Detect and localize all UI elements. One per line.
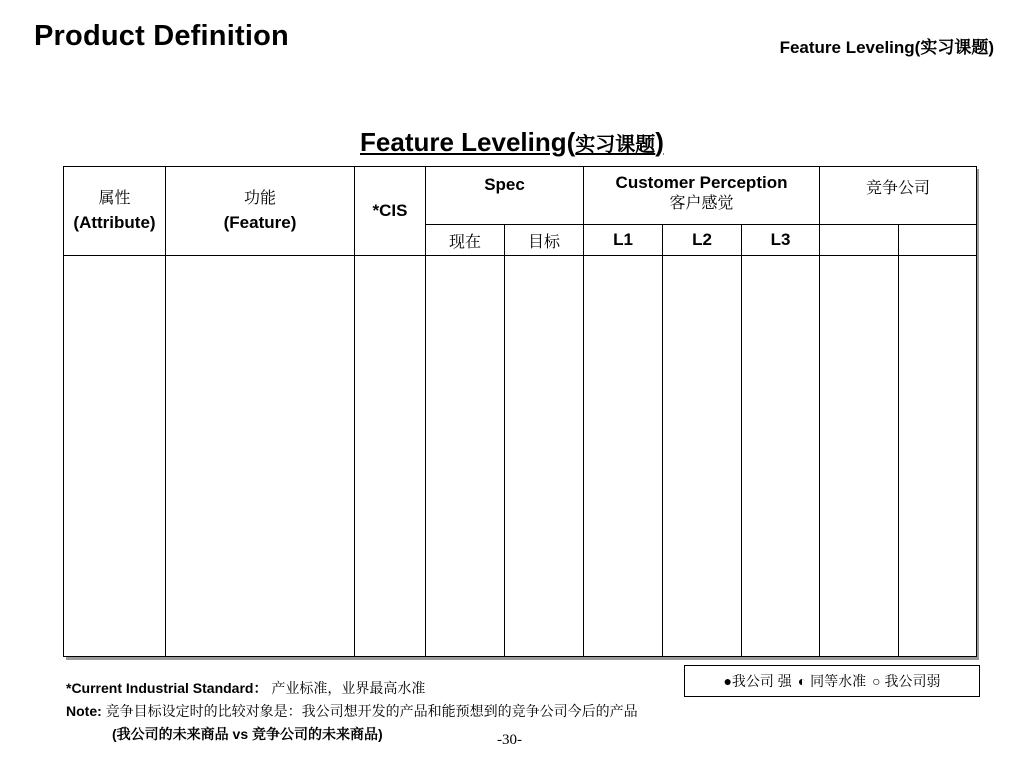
cis-cell[interactable] (355, 256, 426, 657)
table-title-prefix: Feature Leveling( (360, 127, 576, 157)
spec-target-cell[interactable] (505, 256, 584, 657)
spec-current-header (426, 225, 505, 256)
comparison-note (66, 700, 638, 723)
feature-header (166, 167, 355, 256)
attribute-header (64, 167, 166, 256)
attribute-cell[interactable] (64, 256, 166, 657)
feature-leveling-table (63, 166, 977, 657)
competitor-col-1-header (820, 225, 899, 256)
spec-header: Spec (426, 167, 584, 225)
comparison-note-line2: (我公司的未来商品 vs 竞争公司的未来商品) (112, 726, 383, 742)
cis-note-label: *Current Industrial Standard： (66, 680, 268, 696)
page-title: Product Definition (34, 20, 289, 52)
legend-strong: ●我公司 强 (723, 673, 792, 689)
table-title (0, 127, 1024, 158)
feature-header-cn: 功能 (243, 190, 276, 207)
header-subtitle: Feature Leveling(实习课题) (779, 38, 994, 57)
attribute-header-cn: 属性 (98, 190, 131, 207)
level-3-cell[interactable] (742, 256, 820, 657)
header-row-1 (64, 167, 977, 225)
level-2-header: L2 (663, 225, 742, 256)
cis-note-text: 产业标准，业界最高水准 (271, 680, 426, 696)
legend-weak: ○ 我公司弱 (872, 673, 941, 689)
feature-leveling-table-wrap (63, 166, 976, 657)
competitor-1-cell[interactable] (820, 256, 899, 657)
spec-current-text: 现在 (448, 233, 481, 251)
cis-note (66, 677, 638, 700)
customer-perception-cn: 客户感觉 (669, 195, 734, 212)
spec-target-header (505, 225, 584, 256)
table-title-cjk: 实习课题 (575, 134, 656, 156)
legend-box (684, 665, 980, 697)
table-title-suffix: ) (655, 127, 664, 157)
notes (66, 677, 638, 746)
comparison-note-label: Note: (66, 703, 102, 719)
feature-cell[interactable] (166, 256, 355, 657)
level-1-cell[interactable] (584, 256, 663, 657)
level-2-cell[interactable] (663, 256, 742, 657)
page-number: -30- (497, 732, 522, 748)
attribute-header-en: (Attribute) (73, 213, 156, 232)
customer-perception-header (584, 167, 820, 225)
level-3-header: L3 (742, 225, 820, 256)
feature-header-en: (Feature) (223, 213, 297, 232)
customer-perception-en: Customer Perception (615, 173, 788, 192)
spec-target-text: 目标 (528, 233, 561, 251)
comparison-note-text: 竞争目标设定时的比较对象是：我公司想开发的产品和能预想到的竞争公司今后的产品 (105, 703, 638, 719)
competitor-col-2-header (899, 225, 977, 256)
competitor-header (820, 167, 977, 225)
spec-current-cell[interactable] (426, 256, 505, 657)
cis-header: *CIS (355, 167, 426, 256)
table-body-row (64, 256, 977, 657)
level-1-header: L1 (584, 225, 663, 256)
legend-equal: ◐ 同等水准 (797, 673, 867, 689)
competitor-2-cell[interactable] (899, 256, 977, 657)
competitor-header-text: 竞争公司 (866, 180, 931, 197)
